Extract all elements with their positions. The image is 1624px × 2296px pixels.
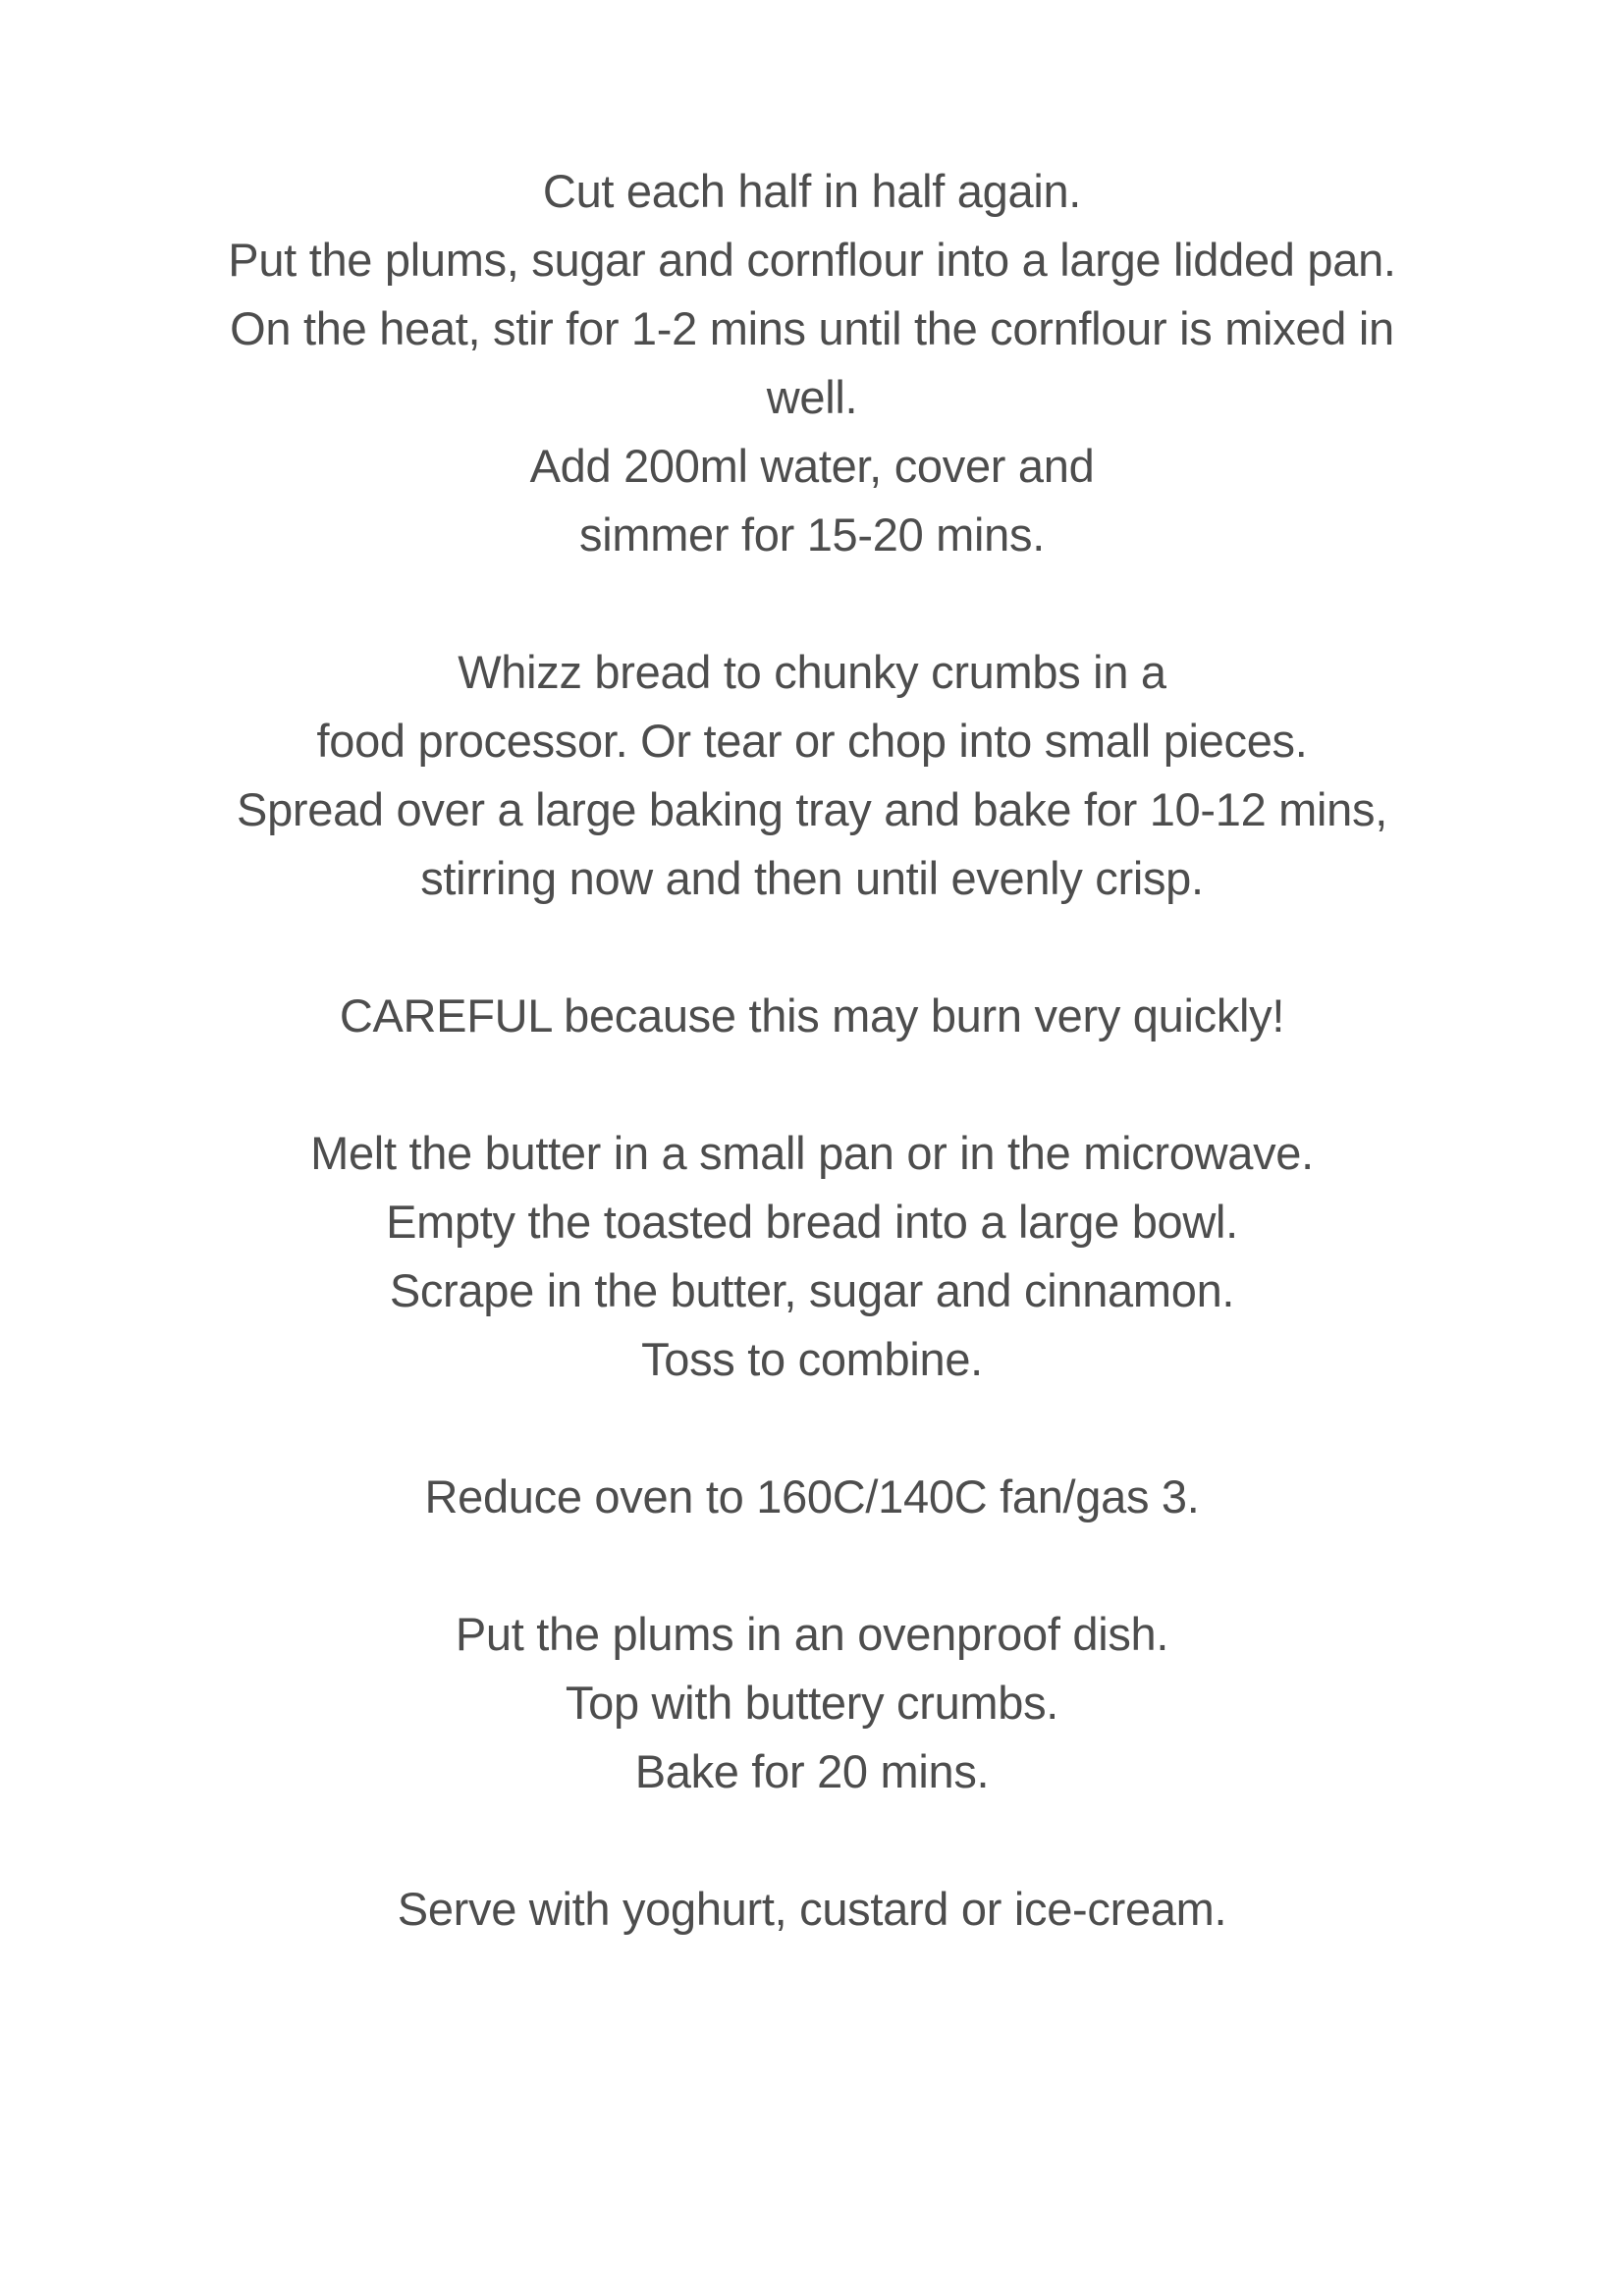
- instruction-line: food processor. Or tear or chop into small pieces.: [316, 715, 1308, 767]
- instruction-line: Whizz bread to chunky crumbs in a: [458, 646, 1166, 698]
- instruction-line: On the heat, stir for 1-2 mins until the cornflour is mixed in: [230, 302, 1394, 354]
- instruction-line: Put the plums, sugar and cornflour into a large lidded pan.: [228, 234, 1396, 286]
- instruction-line: Add 200ml water, cover and: [529, 440, 1095, 492]
- instruction-line: Bake for 20 mins.: [634, 1745, 990, 1797]
- instruction-line: Spread over a large baking tray and bake for 10-12 mins,: [237, 783, 1387, 835]
- instruction-paragraph: [0, 157, 1624, 569]
- instruction-line: stirring now and then until evenly crisp.: [420, 852, 1204, 904]
- instruction-line: Scrape in the butter, sugar and cinnamon.: [389, 1264, 1235, 1316]
- instruction-paragraph: [0, 638, 1624, 913]
- instruction-line: Cut each half in half again.: [542, 165, 1082, 217]
- instruction-line: well.: [766, 371, 858, 423]
- instruction-line: Serve with yoghurt, custard or ice-cream.: [397, 1883, 1227, 1935]
- instruction-line: Reduce oven to 160C/140C fan/gas 3.: [424, 1470, 1200, 1522]
- instruction-line: simmer for 15-20 mins.: [579, 508, 1045, 561]
- instruction-paragraph: [0, 1119, 1624, 1394]
- instruction-line: Top with buttery crumbs.: [565, 1677, 1059, 1729]
- instruction-paragraph: [0, 1875, 1624, 1944]
- instruction-line: CAREFUL because this may burn very quickly!: [339, 989, 1285, 1041]
- instruction-paragraph: [0, 1600, 1624, 1806]
- instruction-line: Put the plums in an ovenproof dish.: [455, 1608, 1169, 1660]
- instruction-line: Empty the toasted bread into a large bowl.: [386, 1196, 1238, 1248]
- instruction-paragraph: [0, 982, 1624, 1050]
- instruction-line: Melt the butter in a small pan or in the microwave.: [310, 1127, 1314, 1179]
- instruction-line: Toss to combine.: [641, 1333, 983, 1385]
- instruction-paragraph: [0, 1463, 1624, 1531]
